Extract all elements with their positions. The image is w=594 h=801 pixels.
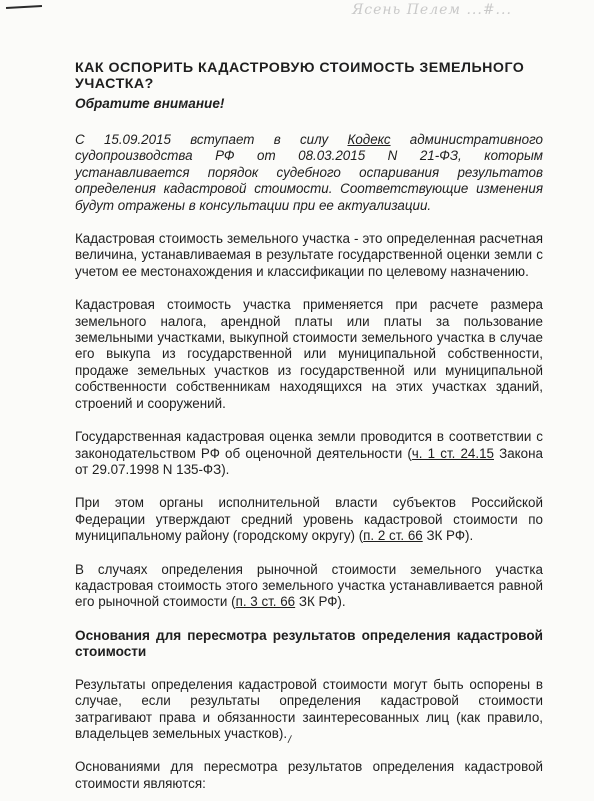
paragraph-text: В случаях определения рыночной стоимости земельного участка кадастровая стоимость этого земельного участка устанавливается равной его рыночной стоимости ( bbox=[75, 561, 543, 610]
paragraph-grounds: Основаниями для пересмотра результатов определения кадастровой стоимости являются: bbox=[75, 759, 543, 791]
law-link-24-15[interactable]: ч. 1 ст. 24.15 bbox=[411, 445, 494, 461]
paragraph-codex bbox=[75, 132, 543, 214]
paragraph-usage: Кадастровая стоимость участка применяется при расчете размера земельного налога, арендной платы или платы за пользование земельными участками, выкупной стоимости земельного участка в случае его выкупа из государственной или муниципальной собственности, продаже земельных участков из государственной или муниципальной собственности собственникам находящихся на этих участках зданий, строений и сооружений. bbox=[75, 297, 543, 411]
paragraph-dispute: Результаты определения кадастровой стоимости могут быть оспорены в случае, если результаты определения кадастровой стоимости затрагивают права и обязанности заинтересованных лиц (как правило, владельцев земельных участков). bbox=[75, 676, 543, 741]
codex-link[interactable]: Кодекс bbox=[347, 132, 391, 147]
paragraph-text: Государственная кадастровая оценка земли проводится в соответствии с законодательством РФ об оценочной деятельности ( bbox=[75, 429, 543, 461]
handwritten-note: Ясень Пелем ...#... bbox=[352, 2, 512, 18]
law-link-p2-st66[interactable]: п. 2 ст. 66 bbox=[363, 528, 423, 544]
paragraph-valuation bbox=[75, 429, 543, 478]
scan-mark bbox=[6, 5, 42, 9]
attention-note: Обратите внимание! bbox=[75, 96, 225, 111]
paragraph-text: При этом органы исполнительной власти субъектов Российской Федерации утверждают средний уровень кадастровой стоимости по муниципальному району (городскому округу) ( bbox=[75, 495, 543, 544]
paragraph-text: ЗК РФ). bbox=[295, 594, 346, 610]
paragraph-text: Закона от 29.07.1998 N 135-ФЗ). bbox=[75, 445, 543, 477]
pen-tick-mark: / bbox=[286, 733, 293, 747]
document-body bbox=[75, 60, 543, 792]
paragraph-definition: Кадастровая стоимость земельного участка - это определенная расчетная величина, устанавливаемая в результате государственной оценки земли с учетом ее местонахождения и классификации по целевому назначению. bbox=[75, 231, 543, 279]
paragraph-text: С 15.09.2015 вступает в силу bbox=[75, 132, 348, 147]
paragraph-text: ЗК РФ). bbox=[422, 528, 474, 544]
paragraph-average-level bbox=[75, 495, 543, 544]
section-heading: Основания для пересмотра результатов определения кадастровой стоимости bbox=[75, 627, 543, 659]
paragraph-text: административного судопроизводства РФ от 08.03.2015 N 21-ФЗ, которым устанавливается порядок судебного оспаривания результатов определения кадастровой стоимости. Соответствующие изменения будут отражены в консультации при ее актуализации. bbox=[75, 132, 543, 213]
paragraph-market-value bbox=[75, 562, 543, 611]
law-link-p3-st66[interactable]: п. 3 ст. 66 bbox=[235, 594, 296, 610]
document-title: КАК ОСПОРИТЬ КАДАСТРОВУЮ СТОИМОСТЬ ЗЕМЕЛЬНОГО УЧАСТКА? bbox=[75, 60, 525, 92]
